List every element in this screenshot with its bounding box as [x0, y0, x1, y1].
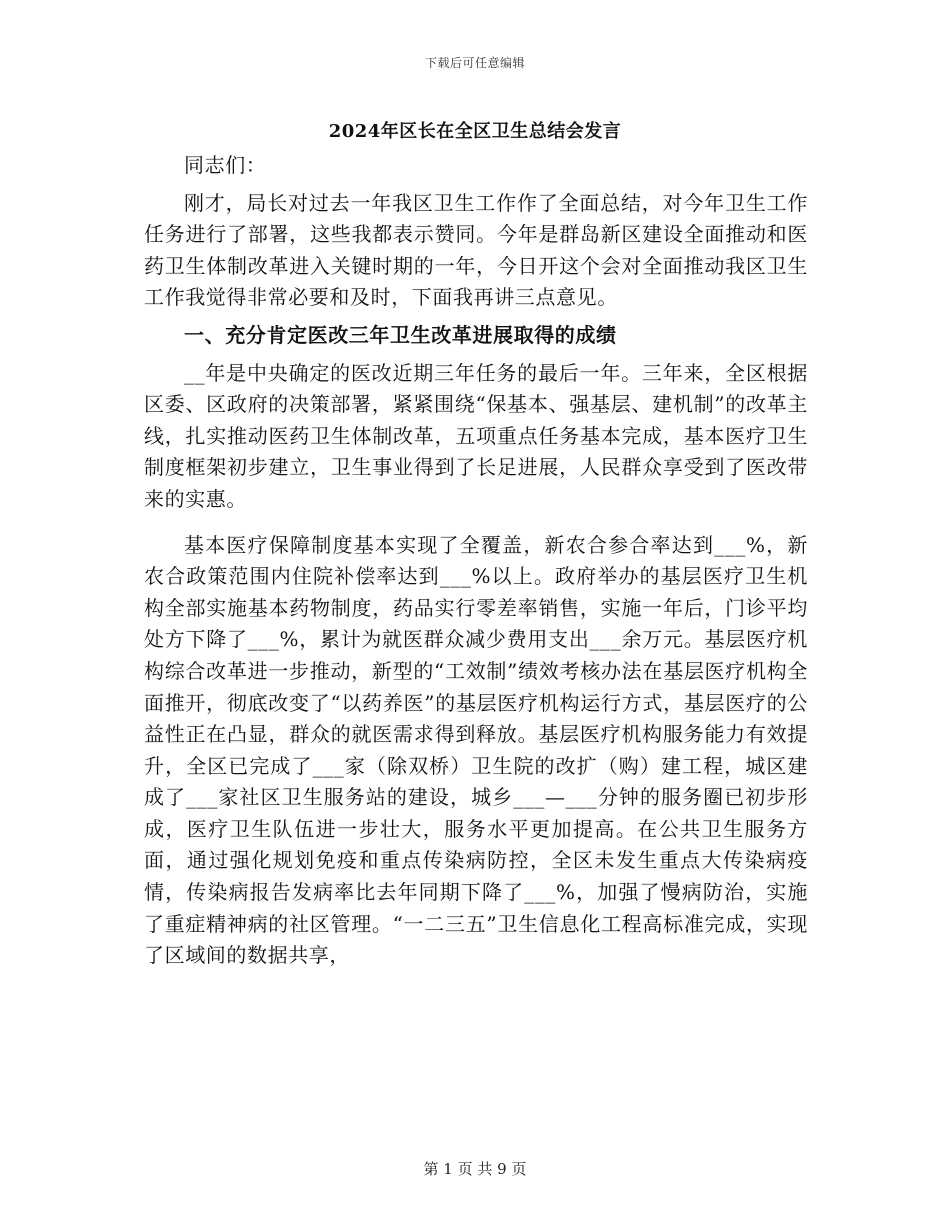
document-title: 2024年区长在全区卫生总结会发言 [328, 121, 622, 142]
section-heading-1: 一、充分肯定医改三年卫生改革进展取得的成绩 [184, 322, 617, 347]
paragraph-achievements: 基本医疗保障制度基本实现了全覆盖，新农合参合率达到___%，新农合政策范围内住院补偿率达到___%以上。政府举办的基层医疗卫生机构全部实施基本药物制度，药品实行零差率销售，实施一年后，门诊平均处方下降了___%，累计为就医群众减少费用支出___余万元。基层医疗机构综合改革进一步推动，新型的“工效制”绩效考核办法在基层医疗机构全面推开，彻底改变了“以药养医”的基层医疗机构运行方式，基层医疗的公益性正在凸显，群众的就医需求得到释放。基层医疗机构服务能力有效提升，全区已完成了___家（除双桥）卫生院的改扩（购）建工程，城区建成了___家社区卫生服务站的建设，城乡___—___分钟的服务圈已初步形成，医疗卫生队伍进一步壮大，服务水平更加提高。在公共卫生服务方面，通过强化规划免疫和重点传染病防控，全区未发生重点大传染病疫情，传染病报告发病率比去年同期下降了___%，加强了慢病防治，实施了重症精神病的社区管理。“一二三五”卫生信息化工程高标准完成，实现了区域间的数据共享， [144, 532, 808, 968]
header-note: 下载后可任意编辑 [424, 56, 525, 70]
page-number: 第 1 页 共 9 页 [423, 1160, 527, 1178]
paragraph-reform-summary: __年是中央确定的医改近期三年任务的最后一年。三年来，全区根据区委、区政府的决策部署，紧紧围绕“保基本、强基层、建机制”的改革主线，扎实推动医药卫生体制改革，五项重点任务基本完成，基本医疗卫生制度框架初步建立，卫生事业得到了长足进展，人民群众享受到了医改带来的实惠。 [144, 360, 808, 511]
document-body [144, 150, 808, 972]
paragraph-intro: 刚才，局长对过去一年我区卫生工作作了全面总结，对今年卫生工作任务进行了部署，这些我都表示赞同。今年是群岛新区建设全面推动和医药卫生体制改革进入关键时期的一年，今日开这个会对全面推动我区卫生工作我觉得非常必要和及时，下面我再讲三点意见。 [144, 190, 808, 310]
greeting: 同志们： [184, 153, 267, 177]
